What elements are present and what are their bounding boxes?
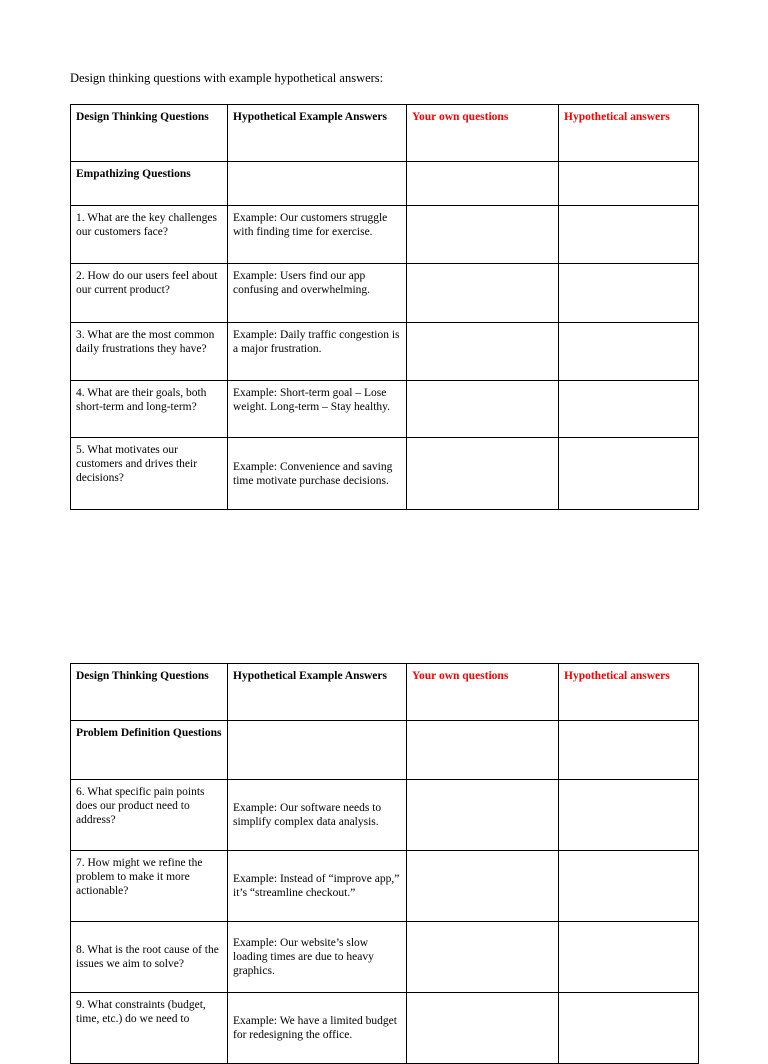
empty-cell	[407, 721, 559, 780]
answer-cell: Example: Convenience and saving time motivate purchase decisions.	[228, 438, 407, 510]
section-row	[71, 721, 699, 780]
table-header-row	[71, 664, 699, 721]
header-your-own-questions: Your own questions	[407, 105, 559, 162]
answer-cell: Example: Short-term goal – Lose weight. Long-term – Stay healthy.	[228, 381, 407, 438]
header-hypothetical-example-answers: Hypothetical Example Answers	[228, 664, 407, 721]
question-cell: 9. What constraints (budget, time, etc.) do we need to	[71, 993, 228, 1064]
table-header-row	[71, 105, 699, 162]
table-row	[71, 438, 699, 510]
table-row	[71, 922, 699, 993]
answer-cell: Example: We have a limited budget for redesigning the office.	[228, 993, 407, 1064]
header-hypothetical-answers: Hypothetical answers	[559, 105, 699, 162]
own-answer-cell	[559, 922, 699, 993]
answer-cell: Example: Users find our app confusing and overwhelming.	[228, 264, 407, 323]
own-answer-cell	[559, 851, 699, 922]
own-question-cell	[407, 264, 559, 323]
header-hypothetical-example-answers: Hypothetical Example Answers	[228, 105, 407, 162]
section-title: Problem Definition Questions	[71, 721, 228, 780]
own-question-cell	[407, 381, 559, 438]
header-your-own-questions: Your own questions	[407, 664, 559, 721]
answer-cell: Example: Daily traffic congestion is a major frustration.	[228, 323, 407, 381]
table-row	[71, 780, 699, 851]
own-question-cell	[407, 780, 559, 851]
own-question-cell	[407, 993, 559, 1064]
table-row	[71, 993, 699, 1064]
question-cell: 5. What motivates our customers and drives their decisions?	[71, 438, 228, 510]
own-answer-cell	[559, 381, 699, 438]
table-row	[71, 851, 699, 922]
question-cell: 4. What are their goals, both short-term and long-term?	[71, 381, 228, 438]
empty-cell	[559, 162, 699, 206]
own-answer-cell	[559, 323, 699, 381]
question-cell: 1. What are the key challenges our customers face?	[71, 206, 228, 264]
own-question-cell	[407, 438, 559, 510]
section-title: Empathizing Questions	[71, 162, 228, 206]
own-answer-cell	[559, 206, 699, 264]
empty-cell	[559, 721, 699, 780]
question-cell: 7. How might we refine the problem to make it more actionable?	[71, 851, 228, 922]
design-thinking-table-empathize	[70, 104, 699, 510]
table-row	[71, 206, 699, 264]
own-answer-cell	[559, 993, 699, 1064]
answer-cell: Example: Our customers struggle with finding time for exercise.	[228, 206, 407, 264]
section-row	[71, 162, 699, 206]
own-answer-cell	[559, 438, 699, 510]
intro-text: Design thinking questions with example hypothetical answers:	[70, 71, 384, 85]
own-question-cell	[407, 323, 559, 381]
design-thinking-table-define	[70, 663, 699, 1064]
question-cell: 2. How do our users feel about our current product?	[71, 264, 228, 323]
empty-cell	[407, 162, 559, 206]
own-question-cell	[407, 922, 559, 993]
table-row	[71, 381, 699, 438]
own-answer-cell	[559, 780, 699, 851]
own-question-cell	[407, 206, 559, 264]
own-answer-cell	[559, 264, 699, 323]
answer-cell: Example: Instead of “improve app,” it’s “streamline checkout.”	[228, 851, 407, 922]
empty-cell	[228, 721, 407, 780]
question-cell: 6. What specific pain points does our product need to address?	[71, 780, 228, 851]
empty-cell	[228, 162, 407, 206]
table-row	[71, 323, 699, 381]
header-design-thinking-questions: Design Thinking Questions	[71, 105, 228, 162]
header-hypothetical-answers: Hypothetical answers	[559, 664, 699, 721]
table-row	[71, 264, 699, 323]
header-design-thinking-questions: Design Thinking Questions	[71, 664, 228, 721]
question-cell: 3. What are the most common daily frustrations they have?	[71, 323, 228, 381]
answer-cell: Example: Our website’s slow loading times are due to heavy graphics.	[228, 922, 407, 993]
question-cell: 8. What is the root cause of the issues we aim to solve?	[71, 922, 228, 993]
answer-cell: Example: Our software needs to simplify complex data analysis.	[228, 780, 407, 851]
own-question-cell	[407, 851, 559, 922]
